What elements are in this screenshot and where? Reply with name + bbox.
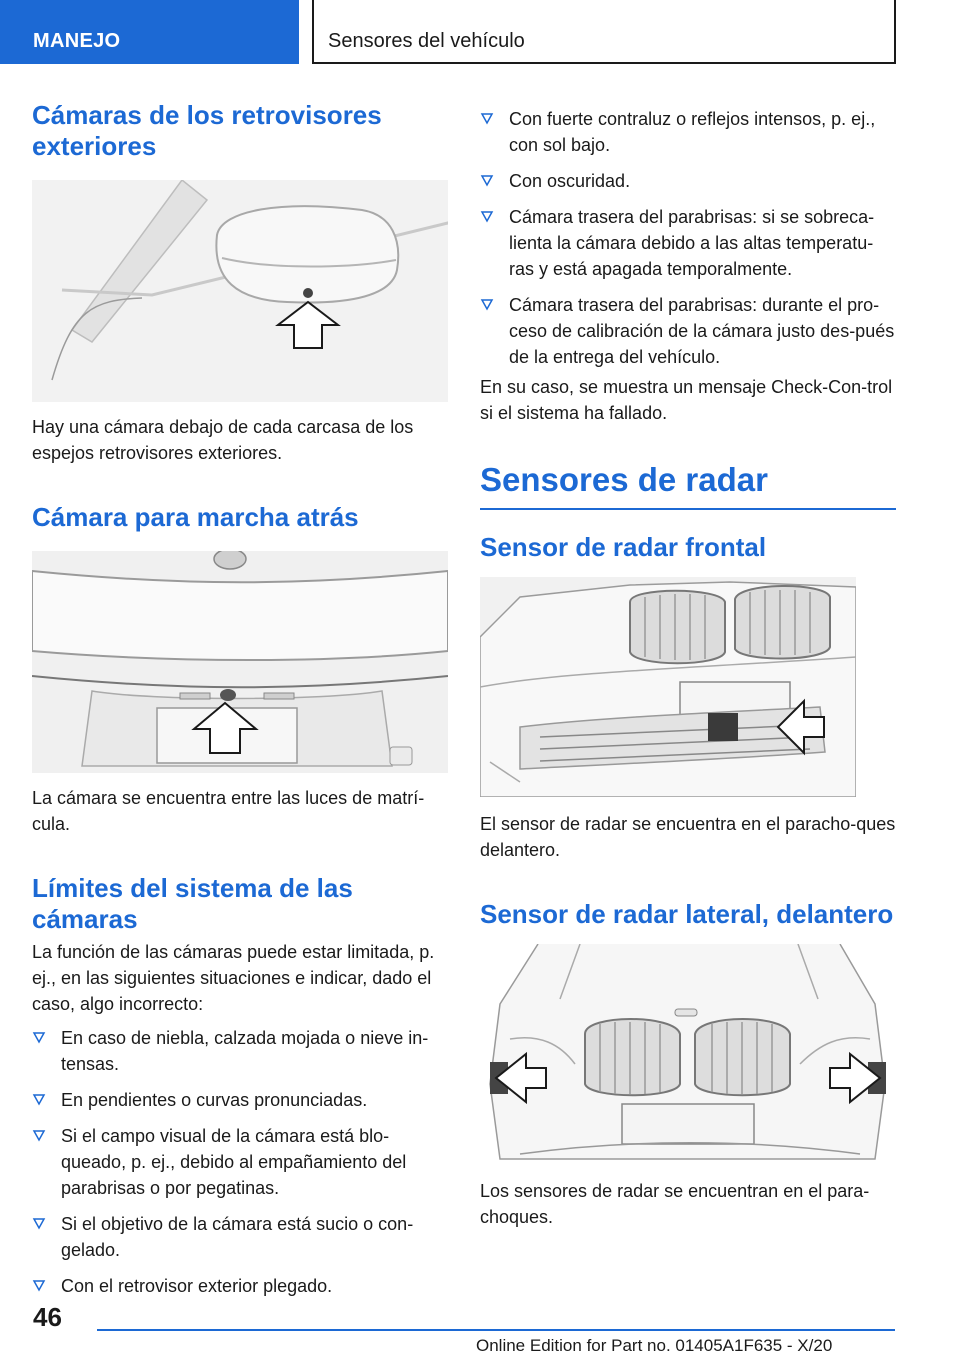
list-item-text: En caso de niebla, calzada mojada o nieve in-tensas. <box>61 1028 429 1074</box>
list-item-text: Con el retrovisor exterior plegado. <box>61 1276 333 1296</box>
footer-edition: Online Edition for Part no. 01405A1F635 - X/20 <box>476 1336 833 1355</box>
heading-front-radar: Sensor de radar frontal <box>480 532 767 562</box>
triangle-bullet-icon <box>480 293 494 317</box>
lateral-radar-figure <box>480 944 896 1166</box>
front-radar-figure <box>480 577 856 797</box>
list-item <box>32 1123 448 1201</box>
list-item-text: Con fuerte contraluz o reflejos intensos, p. ej., con sol bajo. <box>509 109 876 155</box>
check-control-text: En su caso, se muestra un mensaje Check-Con-trol si el sistema ha fallado. <box>480 377 893 423</box>
triangle-bullet-icon <box>480 107 494 131</box>
heading-rear-camera: Cámara para marcha atrás <box>32 502 359 532</box>
camera-limits-intro: La función de las cámaras puede estar limitada, p. ej., en las siguientes situaciones e indicar, dado el caso, algo incorrecto: <box>32 942 435 1014</box>
list-item <box>32 1273 448 1299</box>
triangle-bullet-icon <box>480 169 494 193</box>
list-item-text: Cámara trasera del parabrisas: si se sobreca-lienta la cámara debido a las altas temperatu-ras y está apagada temporalmente. <box>509 207 875 279</box>
list-item <box>480 106 896 158</box>
list-item <box>480 168 896 194</box>
rear-camera-figure <box>32 551 448 773</box>
list-item-text: Cámara trasera del parabrisas: durante el pro-ceso de calibración de la cámara justo des-pués de la entrega del vehículo. <box>509 295 895 367</box>
triangle-bullet-icon <box>32 1212 46 1236</box>
list-item-text: Si el objetivo de la cámara está sucio o con-gelado. <box>61 1214 414 1260</box>
list-item <box>32 1211 448 1263</box>
list-item-text: Si el campo visual de la cámara está blo-queado, p. ej., debido al empañamiento del parabrisas o por pegatinas. <box>61 1126 407 1198</box>
triangle-bullet-icon <box>480 205 494 229</box>
rear-camera-text: La cámara se encuentra entre las luces de matrí-cula. <box>32 788 425 834</box>
front-radar-text: El sensor de radar se encuentra en el paracho-ques delantero. <box>480 814 896 860</box>
heading-mirror-cameras: Cámaras de los retrovisores exteriores <box>32 100 382 161</box>
mirror-camera-text: Hay una cámara debajo de cada carcasa de los espejos retrovisores exteriores. <box>32 417 414 463</box>
heading-lateral-radar: Sensor de radar lateral, delantero <box>480 899 894 929</box>
list-item-text: Con oscuridad. <box>509 171 631 191</box>
list-item-text: En pendientes o curvas pronunciadas. <box>61 1090 368 1110</box>
list-item <box>480 292 896 370</box>
footer-divider <box>97 1329 895 1331</box>
triangle-bullet-icon <box>32 1088 46 1112</box>
page-number: 46 <box>33 1302 62 1332</box>
heading-camera-limits: Límites del sistema de las cámaras <box>32 873 353 934</box>
list-item <box>32 1087 448 1113</box>
list-item <box>32 1025 448 1077</box>
triangle-bullet-icon <box>32 1124 46 1148</box>
triangle-bullet-icon <box>32 1026 46 1050</box>
triangle-bullet-icon <box>32 1274 46 1298</box>
camera-limits-list-continued <box>480 106 896 370</box>
left-column <box>32 100 448 1299</box>
list-item <box>480 204 896 282</box>
mirror-camera-figure <box>32 180 448 402</box>
camera-limits-list <box>32 1025 448 1299</box>
section-tab: MANEJO <box>0 0 299 64</box>
lateral-radar-text: Los sensores de radar se encuentran en el para-choques. <box>480 1181 870 1227</box>
heading-radar-sensors: Sensores de radar <box>480 460 896 510</box>
right-column <box>480 106 896 1230</box>
chapter-title: Sensores del vehículo <box>312 0 896 64</box>
